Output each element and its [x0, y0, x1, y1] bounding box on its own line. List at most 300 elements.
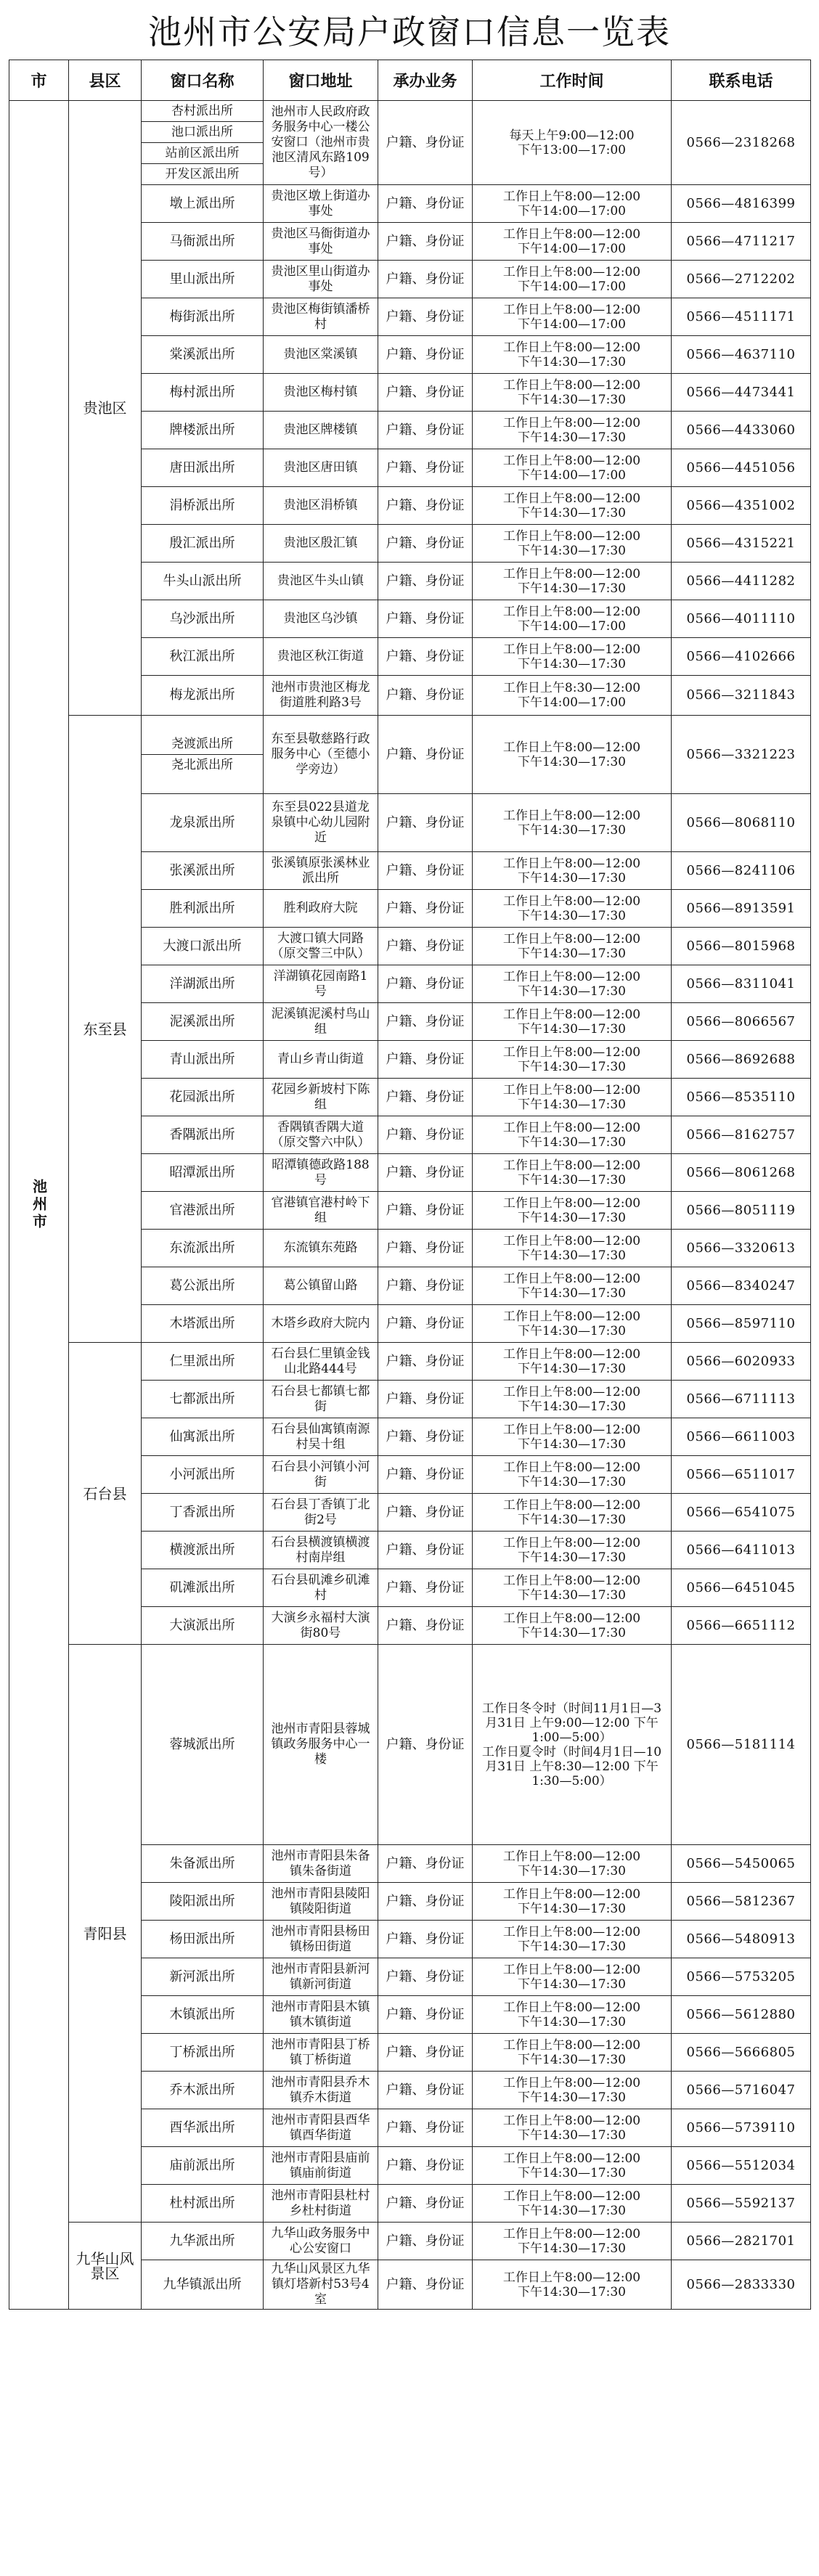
header-business: 承办业务 [378, 60, 473, 101]
working-hours-line: 工作日上午8:00—12:00 [502, 1422, 641, 1437]
contact-phone: 0566—4433060 [672, 412, 811, 449]
working-hours-line: 下午14:30—17:30 [518, 2052, 626, 2067]
business-scope: 户籍、身份证 [378, 449, 473, 487]
window-address: 大演乡永福村大演街80号 [264, 1607, 378, 1645]
window-name: 庙前派出所 [142, 2147, 264, 2185]
contact-phone: 0566—3321223 [672, 716, 811, 794]
business-scope: 户籍、身份证 [378, 185, 473, 223]
window-name: 香隅派出所 [142, 1116, 264, 1154]
working-hours [473, 1569, 672, 1607]
window-name: 木塔派出所 [142, 1305, 264, 1343]
window-name: 棠溪派出所 [142, 336, 264, 374]
contact-phone: 0566—6611003 [672, 1418, 811, 1456]
contact-phone: 0566—8535110 [672, 1079, 811, 1116]
window-name: 七都派出所 [142, 1381, 264, 1418]
working-hours-line: 工作日上午8:00—12:00 [502, 2075, 641, 2090]
contact-phone: 0566—4816399 [672, 185, 811, 223]
working-hours [473, 261, 672, 298]
window-name: 酉华派出所 [142, 2109, 264, 2147]
working-hours-line: 下午14:30—17:30 [518, 1097, 626, 1112]
working-hours-line: 下午14:30—17:30 [518, 2090, 626, 2105]
contact-phone: 0566—8061268 [672, 1154, 811, 1192]
contact-phone: 0566—5739110 [672, 2109, 811, 2147]
table-row [9, 2223, 811, 2260]
business-scope: 户籍、身份证 [378, 261, 473, 298]
contact-phone: 0566—5812367 [672, 1883, 811, 1921]
business-scope: 户籍、身份证 [378, 1003, 473, 1041]
working-hours [473, 890, 672, 928]
header-district: 县区 [69, 60, 142, 101]
window-address: 池州市青阳县庙前镇庙前街道 [264, 2147, 378, 2185]
working-hours [473, 1883, 672, 1921]
working-hours [473, 2147, 672, 2185]
contact-phone: 0566—2318268 [672, 101, 811, 185]
window-address: 官港镇官港村岭下组 [264, 1192, 378, 1230]
contact-phone: 0566—8340247 [672, 1267, 811, 1305]
working-hours-line: 工作日上午8:00—12:00 [502, 1924, 641, 1939]
working-hours [473, 1079, 672, 1116]
window-name: 大演派出所 [142, 1607, 264, 1645]
working-hours-line: 工作日上午8:00—12:00 [502, 969, 641, 984]
working-hours-line: 工作日上午8:00—12:00 [502, 189, 641, 204]
working-hours-line: 下午14:30—17:30 [518, 2241, 626, 2256]
working-hours-line: 下午14:30—17:30 [518, 1285, 626, 1301]
window-name: 朱备派出所 [142, 1845, 264, 1883]
contact-phone: 0566—8597110 [672, 1305, 811, 1343]
window-address: 贵池区秋江街道 [264, 638, 378, 676]
working-hours-line: 工作日上午8:00—12:00 [502, 1460, 641, 1475]
working-hours-line: 工作日上午8:00—12:00 [502, 340, 641, 355]
window-address: 池州市青阳县乔木镇乔木街道 [264, 2072, 378, 2109]
window-name: 九华镇派出所 [142, 2260, 264, 2310]
working-hours-line: 下午14:30—17:30 [518, 1172, 626, 1187]
working-hours-line: 工作日上午8:00—12:00 [502, 377, 641, 393]
business-scope: 户籍、身份证 [378, 852, 473, 890]
working-hours-line: 工作日上午8:00—12:00 [502, 1233, 641, 1248]
working-hours [473, 487, 672, 525]
working-hours-line: 下午14:30—17:30 [518, 543, 626, 558]
working-hours [473, 1192, 672, 1230]
working-hours-line: 工作日上午8:00—12:00 [502, 528, 641, 544]
working-hours-line: 下午14:30—17:30 [518, 392, 626, 407]
working-hours-line: 下午14:30—17:30 [518, 2284, 626, 2299]
working-hours-line: 工作日上午8:00—12:00 [502, 2270, 641, 2285]
working-hours-line: 下午14:30—17:30 [518, 1550, 626, 1565]
business-scope: 户籍、身份证 [378, 2072, 473, 2109]
business-scope: 户籍、身份证 [378, 716, 473, 794]
window-name: 仙寓派出所 [142, 1418, 264, 1456]
window-name: 里山派出所 [142, 261, 264, 298]
working-hours [473, 2109, 672, 2147]
business-scope: 户籍、身份证 [378, 1958, 473, 1996]
business-scope: 户籍、身份证 [378, 412, 473, 449]
working-hours [473, 676, 672, 716]
window-address: 石台县小河镇小河街 [264, 1456, 378, 1494]
working-hours-line: 下午14:00—17:00 [518, 316, 626, 332]
window-address: 张溪镇原张溪林业派出所 [264, 852, 378, 890]
working-hours-line: 下午14:30—17:30 [518, 354, 626, 369]
working-hours-line: 下午14:00—17:00 [518, 467, 626, 483]
working-hours-line: 工作日上午8:00—12:00 [502, 2226, 641, 2241]
contact-phone: 0566—6541075 [672, 1494, 811, 1532]
header-hours: 工作时间 [473, 60, 672, 101]
window-address: 木塔乡政府大院内 [264, 1305, 378, 1343]
working-hours-line: 下午14:00—17:00 [518, 203, 626, 218]
working-hours [473, 223, 672, 261]
working-hours [473, 1996, 672, 2034]
window-name: 杜村派出所 [142, 2185, 264, 2223]
window-name: 丁香派出所 [142, 1494, 264, 1532]
business-scope: 户籍、身份证 [378, 298, 473, 336]
window-address: 池州市青阳县酉华镇酉华街道 [264, 2109, 378, 2147]
contact-phone: 0566—5753205 [672, 1958, 811, 1996]
working-hours [473, 298, 672, 336]
working-hours-line: 工作日上午8:00—12:00 [502, 1886, 641, 1902]
business-scope: 户籍、身份证 [378, 1532, 473, 1569]
contact-phone: 0566—3211843 [672, 676, 811, 716]
contact-phone: 0566—4011110 [672, 600, 811, 638]
district-cell: 青阳县 [69, 1645, 142, 2223]
window-address: 石台县矶滩乡矶滩村 [264, 1569, 378, 1607]
working-hours-line: 工作日上午8:00—12:00 [502, 1962, 641, 1977]
window-name: 杨田派出所 [142, 1921, 264, 1958]
working-hours-line: 工作日冬令时（时间11月1日—3月31日 上午9:00—12:00 下午1:00—5:00） [481, 1701, 662, 1745]
table-row [9, 716, 811, 794]
working-hours-line: 下午14:30—17:30 [518, 1021, 626, 1036]
working-hours [473, 525, 672, 563]
window-address: 胜利政府大院 [264, 890, 378, 928]
window-address: 贵池区唐田镇 [264, 449, 378, 487]
working-hours-line: 工作日上午8:00—12:00 [502, 1497, 641, 1513]
window-name: 殷汇派出所 [142, 525, 264, 563]
business-scope: 户籍、身份证 [378, 1607, 473, 1645]
contact-phone: 0566—3320613 [672, 1230, 811, 1267]
window-name: 乔木派出所 [142, 2072, 264, 2109]
window-name: 梅街派出所 [142, 298, 264, 336]
business-scope: 户籍、身份证 [378, 1267, 473, 1305]
table-row [9, 101, 811, 185]
window-address: 九华山政务服务中心公安窗口 [264, 2223, 378, 2260]
window-name: 涓桥派出所 [142, 487, 264, 525]
business-scope: 户籍、身份证 [378, 1569, 473, 1607]
working-hours [473, 1645, 672, 1845]
window-address: 贵池区棠溪镇 [264, 336, 378, 374]
working-hours [473, 2185, 672, 2223]
window-address: 大渡口镇大同路（原交警三中队） [264, 928, 378, 965]
contact-phone: 0566—5480913 [672, 1921, 811, 1958]
window-name: 大渡口派出所 [142, 928, 264, 965]
working-hours [473, 1381, 672, 1418]
working-hours-line: 下午14:30—17:30 [518, 1323, 626, 1338]
contact-phone: 0566—4451056 [672, 449, 811, 487]
working-hours-line: 下午14:30—17:30 [518, 1361, 626, 1376]
working-hours-line: 下午14:30—17:30 [518, 1474, 626, 1489]
working-hours-line: 下午14:00—17:00 [518, 618, 626, 634]
contact-phone: 0566—2712202 [672, 261, 811, 298]
header-phone: 联系电话 [672, 60, 811, 101]
window-address: 石台县仁里镇金钱山北路444号 [264, 1343, 378, 1381]
working-hours [473, 374, 672, 412]
working-hours [473, 1845, 672, 1883]
contact-phone: 0566—8692688 [672, 1041, 811, 1079]
business-scope: 户籍、身份证 [378, 676, 473, 716]
window-name: 蓉城派出所 [142, 1645, 264, 1845]
contact-phone: 0566—6651112 [672, 1607, 811, 1645]
working-hours [473, 1921, 672, 1958]
window-name: 横渡派出所 [142, 1532, 264, 1569]
header-window-name: 窗口名称 [142, 60, 264, 101]
contact-phone: 0566—4315221 [672, 525, 811, 563]
window-name-cell [142, 101, 264, 185]
business-scope: 户籍、身份证 [378, 890, 473, 928]
working-hours-line: 下午14:30—17:30 [518, 1436, 626, 1452]
table-row [9, 1645, 811, 1845]
table-row [9, 1343, 811, 1381]
window-name: 牛头山派出所 [142, 563, 264, 600]
working-hours-line: 工作日上午8:00—12:00 [502, 1007, 641, 1022]
contact-phone: 0566—5450065 [672, 1845, 811, 1883]
working-hours-line: 工作日上午8:00—12:00 [502, 740, 641, 755]
contact-phone: 0566—6451045 [672, 1569, 811, 1607]
business-scope: 户籍、身份证 [378, 2147, 473, 2185]
working-hours-line: 下午14:30—17:30 [518, 430, 626, 445]
window-name: 泥溪派出所 [142, 1003, 264, 1041]
contact-phone: 0566—4473441 [672, 374, 811, 412]
working-hours-line: 工作日上午8:00—12:00 [502, 604, 641, 619]
contact-phone: 0566—6511017 [672, 1456, 811, 1494]
window-address: 池州市青阳县杨田镇杨田街道 [264, 1921, 378, 1958]
table-body [9, 101, 811, 2310]
working-hours [473, 185, 672, 223]
working-hours [473, 1343, 672, 1381]
working-hours-line: 下午14:30—17:30 [518, 870, 626, 886]
contact-phone: 0566—8015968 [672, 928, 811, 965]
working-hours-line: 工作日上午8:00—12:00 [502, 1195, 641, 1211]
window-address: 花园乡新坡村下陈组 [264, 1079, 378, 1116]
working-hours [473, 449, 672, 487]
window-address: 石台县丁香镇丁北街2号 [264, 1494, 378, 1532]
window-name: 仁里派出所 [142, 1343, 264, 1381]
working-hours [473, 1494, 672, 1532]
contact-phone: 0566—8311041 [672, 965, 811, 1003]
working-hours-line: 工作日上午8:00—12:00 [502, 566, 641, 581]
window-address: 池州市青阳县木镇镇木镇街道 [264, 1996, 378, 2034]
business-scope: 户籍、身份证 [378, 1996, 473, 2034]
working-hours-line: 下午14:30—17:30 [518, 1976, 626, 1992]
contact-phone: 0566—2833330 [672, 2260, 811, 2310]
working-hours-line: 工作日上午8:00—12:00 [502, 2188, 641, 2204]
business-scope: 户籍、身份证 [378, 1343, 473, 1381]
contact-phone: 0566—4637110 [672, 336, 811, 374]
business-scope: 户籍、身份证 [378, 928, 473, 965]
window-address: 贵池区梅街镇潘桥村 [264, 298, 378, 336]
contact-phone: 0566—8066567 [672, 1003, 811, 1041]
window-address: 洋湖镇花园南路1号 [264, 965, 378, 1003]
window-address: 石台县七都镇七都街 [264, 1381, 378, 1418]
window-name: 唐田派出所 [142, 449, 264, 487]
working-hours-line: 工作日上午8:00—12:00 [502, 226, 641, 242]
working-hours-line: 工作日夏令时（时间4月1日—10月31日 上午8:30—12:00 下午1:30—5:00） [481, 1744, 662, 1788]
window-name: 乌沙派出所 [142, 600, 264, 638]
window-address: 青山乡青山街道 [264, 1041, 378, 1079]
working-hours-line: 下午14:30—17:30 [518, 1939, 626, 1954]
working-hours-line: 工作日上午8:00—12:00 [502, 1158, 641, 1173]
business-scope: 户籍、身份证 [378, 374, 473, 412]
contact-phone: 0566—8051119 [672, 1192, 811, 1230]
business-scope: 户籍、身份证 [378, 1883, 473, 1921]
business-scope: 户籍、身份证 [378, 965, 473, 1003]
contact-phone: 0566—4102666 [672, 638, 811, 676]
working-hours-line: 工作日上午8:00—12:00 [502, 2037, 641, 2053]
contact-phone: 0566—8162757 [672, 1116, 811, 1154]
business-scope: 户籍、身份证 [378, 1494, 473, 1532]
contact-phone: 0566—8913591 [672, 890, 811, 928]
working-hours-line: 下午14:30—17:30 [518, 581, 626, 596]
window-name: 昭潭派出所 [142, 1154, 264, 1192]
business-scope: 户籍、身份证 [378, 1116, 473, 1154]
window-address: 东流镇东苑路 [264, 1230, 378, 1267]
business-scope: 户籍、身份证 [378, 1154, 473, 1192]
business-scope: 户籍、身份证 [378, 600, 473, 638]
city-cell: 池州市 [9, 101, 69, 2310]
business-scope: 户籍、身份证 [378, 2185, 473, 2223]
window-name: 东流派出所 [142, 1230, 264, 1267]
business-scope: 户籍、身份证 [378, 223, 473, 261]
business-scope: 户籍、身份证 [378, 1079, 473, 1116]
business-scope: 户籍、身份证 [378, 563, 473, 600]
window-name: 龙泉派出所 [142, 794, 264, 852]
window-name: 池口派出所 [142, 122, 263, 143]
working-hours-line: 工作日上午8:00—12:00 [502, 642, 641, 657]
window-address: 池州市青阳县丁桥镇丁桥街道 [264, 2034, 378, 2072]
window-name: 墩上派出所 [142, 185, 264, 223]
business-scope: 户籍、身份证 [378, 1921, 473, 1958]
window-address: 贵池区涓桥镇 [264, 487, 378, 525]
working-hours-line: 工作日上午8:00—12:00 [502, 1384, 641, 1399]
working-hours [473, 928, 672, 965]
contact-phone: 0566—6020933 [672, 1343, 811, 1381]
business-scope: 户籍、身份证 [378, 1305, 473, 1343]
working-hours-line: 下午14:30—17:30 [518, 1210, 626, 1225]
window-address: 东至县敬慈路行政服务中心（至德小学旁边） [264, 716, 378, 794]
window-address: 泥溪镇泥溪村鸟山组 [264, 1003, 378, 1041]
working-hours-line: 工作日上午8:00—12:00 [502, 1573, 641, 1588]
business-scope: 户籍、身份证 [378, 1845, 473, 1883]
working-hours [473, 101, 672, 185]
working-hours-line: 下午14:30—17:30 [518, 1863, 626, 1878]
district-cell: 东至县 [69, 716, 142, 1343]
working-hours-line: 下午14:30—17:30 [518, 1512, 626, 1527]
working-hours-line: 下午14:30—17:30 [518, 1248, 626, 1263]
business-scope: 户籍、身份证 [378, 794, 473, 852]
working-hours [473, 1958, 672, 1996]
window-address: 昭潭镇德政路188号 [264, 1154, 378, 1192]
working-hours-line: 工作日上午8:00—12:00 [502, 1082, 641, 1097]
contact-phone: 0566—5592137 [672, 2185, 811, 2223]
working-hours-line: 工作日上午8:00—12:00 [502, 856, 641, 871]
window-name: 矶滩派出所 [142, 1569, 264, 1607]
district-cell: 贵池区 [69, 101, 142, 716]
working-hours-line: 下午14:30—17:30 [518, 822, 626, 838]
working-hours-line: 下午14:30—17:30 [518, 946, 626, 961]
page-title: 池州市公安局户政窗口信息一览表 [148, 12, 671, 52]
working-hours-line: 下午14:00—17:00 [518, 695, 626, 710]
window-name: 小河派出所 [142, 1456, 264, 1494]
contact-phone: 0566—4711217 [672, 223, 811, 261]
working-hours-line: 工作日上午8:00—12:00 [502, 302, 641, 317]
contact-phone: 0566—6711113 [672, 1381, 811, 1418]
window-address: 石台县横渡镇横渡村南岸组 [264, 1532, 378, 1569]
working-hours-line: 下午14:30—17:30 [518, 1059, 626, 1074]
working-hours [473, 794, 672, 852]
working-hours-line: 下午14:30—17:30 [518, 1399, 626, 1414]
header-window-address: 窗口地址 [264, 60, 378, 101]
working-hours [473, 1267, 672, 1305]
business-scope: 户籍、身份证 [378, 1041, 473, 1079]
window-name: 站前区派出所 [142, 143, 263, 164]
window-address: 池州市青阳县杜村乡杜村街道 [264, 2185, 378, 2223]
working-hours [473, 1116, 672, 1154]
window-name: 九华派出所 [142, 2223, 264, 2260]
working-hours-line: 下午13:00—17:00 [518, 142, 626, 158]
working-hours-line: 工作日上午8:00—12:00 [502, 2151, 641, 2166]
working-hours-line: 下午14:30—17:30 [518, 1134, 626, 1150]
working-hours-line: 工作日上午8:00—12:00 [502, 1611, 641, 1626]
working-hours [473, 1041, 672, 1079]
window-address: 贵池区殷汇镇 [264, 525, 378, 563]
working-hours [473, 1305, 672, 1343]
window-name: 新河派出所 [142, 1958, 264, 1996]
business-scope: 户籍、身份证 [378, 2223, 473, 2260]
business-scope: 户籍、身份证 [378, 1645, 473, 1845]
window-address: 贵池区梅村镇 [264, 374, 378, 412]
working-hours [473, 852, 672, 890]
working-hours-line: 下午14:00—17:00 [518, 279, 626, 294]
working-hours [473, 2072, 672, 2109]
business-scope: 户籍、身份证 [378, 1230, 473, 1267]
contact-phone: 0566—5716047 [672, 2072, 811, 2109]
working-hours-line: 下午14:30—17:30 [518, 1625, 626, 1640]
window-name: 尧北派出所 [171, 758, 233, 772]
business-scope: 户籍、身份证 [378, 525, 473, 563]
working-hours-line: 工作日上午8:00—12:00 [502, 2113, 641, 2128]
working-hours [473, 2034, 672, 2072]
working-hours [473, 1003, 672, 1041]
contact-phone: 0566—4351002 [672, 487, 811, 525]
window-address: 池州市贵池区梅龙街道胜利路3号 [264, 676, 378, 716]
working-hours [473, 1456, 672, 1494]
business-scope: 户籍、身份证 [378, 2109, 473, 2147]
header-row [9, 60, 811, 101]
working-hours-line: 工作日上午8:00—12:00 [502, 1535, 641, 1550]
contact-phone: 0566—6411013 [672, 1532, 811, 1569]
window-name: 梅村派出所 [142, 374, 264, 412]
business-scope: 户籍、身份证 [378, 487, 473, 525]
working-hours-line: 工作日上午8:00—12:00 [502, 808, 641, 823]
working-hours [473, 1607, 672, 1645]
working-hours [473, 412, 672, 449]
working-hours-line: 工作日上午8:00—12:00 [502, 491, 641, 506]
window-name: 梅龙派出所 [142, 676, 264, 716]
working-hours-line: 工作日上午8:00—12:00 [502, 415, 641, 430]
window-name: 胜利派出所 [142, 890, 264, 928]
working-hours-line: 工作日上午8:00—12:00 [502, 1346, 641, 1362]
window-name: 秋江派出所 [142, 638, 264, 676]
working-hours-line: 每天上午9:00—12:00 [509, 128, 635, 143]
working-hours-line: 工作日上午8:00—12:00 [502, 1849, 641, 1864]
working-hours [473, 336, 672, 374]
working-hours [473, 965, 672, 1003]
